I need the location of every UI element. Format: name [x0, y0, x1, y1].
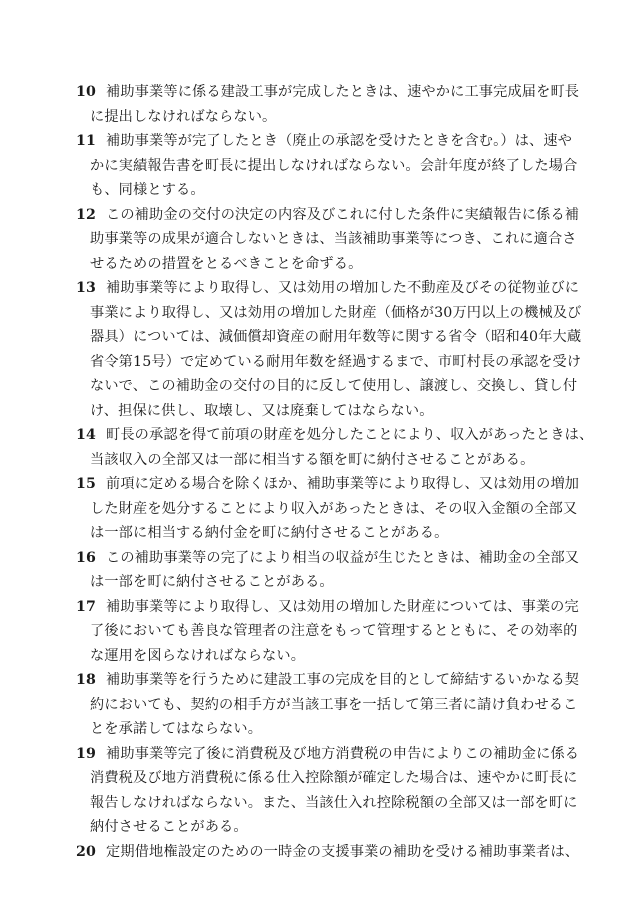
clause-text: この補助事業等の完了により相当の収益が生じたときは、補助金の全部又 — [106, 549, 580, 566]
clause-line — [76, 374, 590, 399]
clause-item — [76, 595, 590, 669]
clause-text: 当該収入の全部又は一部に相当する額を町に納付させることがある。 — [90, 451, 535, 468]
clause-text: 定期借地権設定のための一時金の支援事業の補助を受ける補助事業者は、 — [106, 843, 580, 860]
clause-line — [76, 791, 590, 816]
clause-text: ないで、この補助金の交付の目的に反して使用し、譲渡し、交換し、貸し付 — [90, 378, 578, 394]
clause-text: 補助事業等により取得し、又は効用の増加した財産については、事業の完 — [106, 598, 579, 615]
clause-line — [76, 497, 590, 522]
clause-text: この補助金の交付の決定の内容及びこれに付した条件に実績報告に係る補 — [106, 206, 580, 223]
clause-line — [76, 570, 590, 595]
clause-line — [76, 105, 590, 130]
clause-number: 16 — [76, 549, 97, 566]
clause-text: に提出しなければならない。 — [90, 108, 277, 125]
clause-line — [76, 766, 590, 791]
clause-text: 了後においても善良な管理者の注意をもって管理するとともに、その効率的 — [90, 623, 578, 639]
clause-item — [76, 276, 590, 423]
clause-item — [76, 423, 594, 472]
clause-number: 10 — [76, 84, 97, 100]
clause-line — [76, 448, 590, 473]
clause-number: 19 — [76, 745, 97, 762]
clause-line — [76, 693, 590, 718]
clause-line — [76, 668, 590, 693]
clause-line — [76, 178, 590, 203]
clause-item — [76, 546, 590, 595]
clause-number: 15 — [76, 476, 97, 492]
clause-number: 20 — [76, 843, 97, 860]
clause-text: 町長の承認を得て前項の財産を処分したことにより、収入があったときは、 — [106, 427, 594, 443]
clause-list — [76, 80, 594, 864]
clause-text: 報告しなければならない。また、当該仕入れ控除税額の全部又は一部を町に — [90, 794, 578, 811]
clause-text: とを承諾してはならない。 — [90, 721, 263, 737]
clause-line — [76, 595, 590, 620]
clause-line — [76, 301, 590, 326]
clause-item — [76, 742, 590, 840]
clause-text: 省令第15号）で定めている耐用年数を経過するまで、市町村長の承認を受け — [90, 353, 582, 370]
clause-item — [76, 472, 590, 546]
clause-number: 13 — [76, 280, 97, 296]
clause-line — [76, 619, 590, 644]
clause-line — [76, 423, 594, 448]
clause-text: は一部に相当する納付金を町に納付させることがある。 — [90, 525, 449, 541]
clause-text: かに実績報告書を町長に提出しなければならない。会計年度が終了した場合 — [90, 157, 578, 174]
clause-line — [76, 840, 590, 865]
clause-item — [76, 80, 590, 129]
clause-line — [76, 399, 590, 424]
clause-line — [76, 203, 590, 228]
clause-text: 助事業等の成果が適合しないときは、当該補助事業等につき、これに適合さ — [90, 231, 577, 247]
clause-line — [76, 350, 590, 375]
clause-line — [76, 472, 590, 497]
clause-number: 12 — [76, 206, 97, 223]
clause-text: 補助事業等により取得し、又は効用の増加した不動産及びその従物並びに — [106, 280, 580, 296]
clause-line — [76, 80, 590, 105]
clause-text: な運用を図らなければならない。 — [90, 647, 306, 664]
clause-text: 納付させることがある。 — [90, 819, 248, 835]
clause-text: は一部を町に納付させることがある。 — [90, 574, 334, 590]
clause-item — [76, 668, 590, 742]
clause-text: 前項に定める場合を除くほか、補助事業等により取得し、又は効用の増加 — [106, 476, 580, 492]
clause-number: 11 — [76, 133, 97, 149]
clause-text: け、担保に供し、取壊し、又は廃棄してはならない。 — [90, 402, 434, 419]
clause-line — [76, 521, 590, 546]
clause-text: 補助事業等に係る建設工事が完成したときは、速やかに工事完成届を町長 — [106, 84, 580, 100]
clause-text: 事業により取得し、又は効用の増加した財産（価格が30万円以上の機械及び — [90, 304, 582, 321]
clause-item — [76, 840, 590, 865]
clause-number: 18 — [76, 672, 97, 688]
clause-text: せるための措置をとるべきことを命ずる。 — [90, 255, 363, 272]
clause-line — [76, 546, 590, 571]
clause-number: 14 — [76, 427, 97, 443]
clause-text: 補助事業等を行うために建設工事の完成を目的として締結するいかなる契 — [106, 672, 580, 688]
clause-item — [76, 203, 590, 277]
clause-item — [76, 129, 590, 203]
clause-text: 補助事業等が完了したとき（廃止の承認を受けたときを含む。）は、速や — [106, 133, 573, 149]
clause-number: 17 — [76, 598, 97, 615]
clause-text: 器具）については、減価償却資産の耐用年数等に関する省令（昭和40年大蔵 — [90, 329, 582, 345]
clause-line — [76, 129, 590, 154]
clause-line — [76, 815, 590, 840]
clause-line — [76, 154, 590, 179]
clause-line — [76, 227, 590, 252]
clause-text: 補助事業等完了後に消費税及び地方消費税の申告によりこの補助金に係る — [106, 745, 580, 762]
clause-text: した財産を処分することにより収入があったときは、その収入金額の全部又 — [90, 500, 578, 517]
clause-line — [76, 252, 590, 277]
clause-line — [76, 276, 590, 301]
clause-line — [76, 644, 590, 669]
clause-line — [76, 717, 590, 742]
clause-line — [76, 742, 590, 767]
clause-text: 消費税及び地方消費税に係る仕入控除額が確定した場合は、速やかに町長に — [90, 770, 578, 786]
clause-text: も、同様とする。 — [90, 182, 205, 198]
clause-line — [76, 325, 590, 350]
clause-text: 約においても、契約の相手方が当該工事を一括して第三者に請け負わせるこ — [90, 696, 578, 713]
